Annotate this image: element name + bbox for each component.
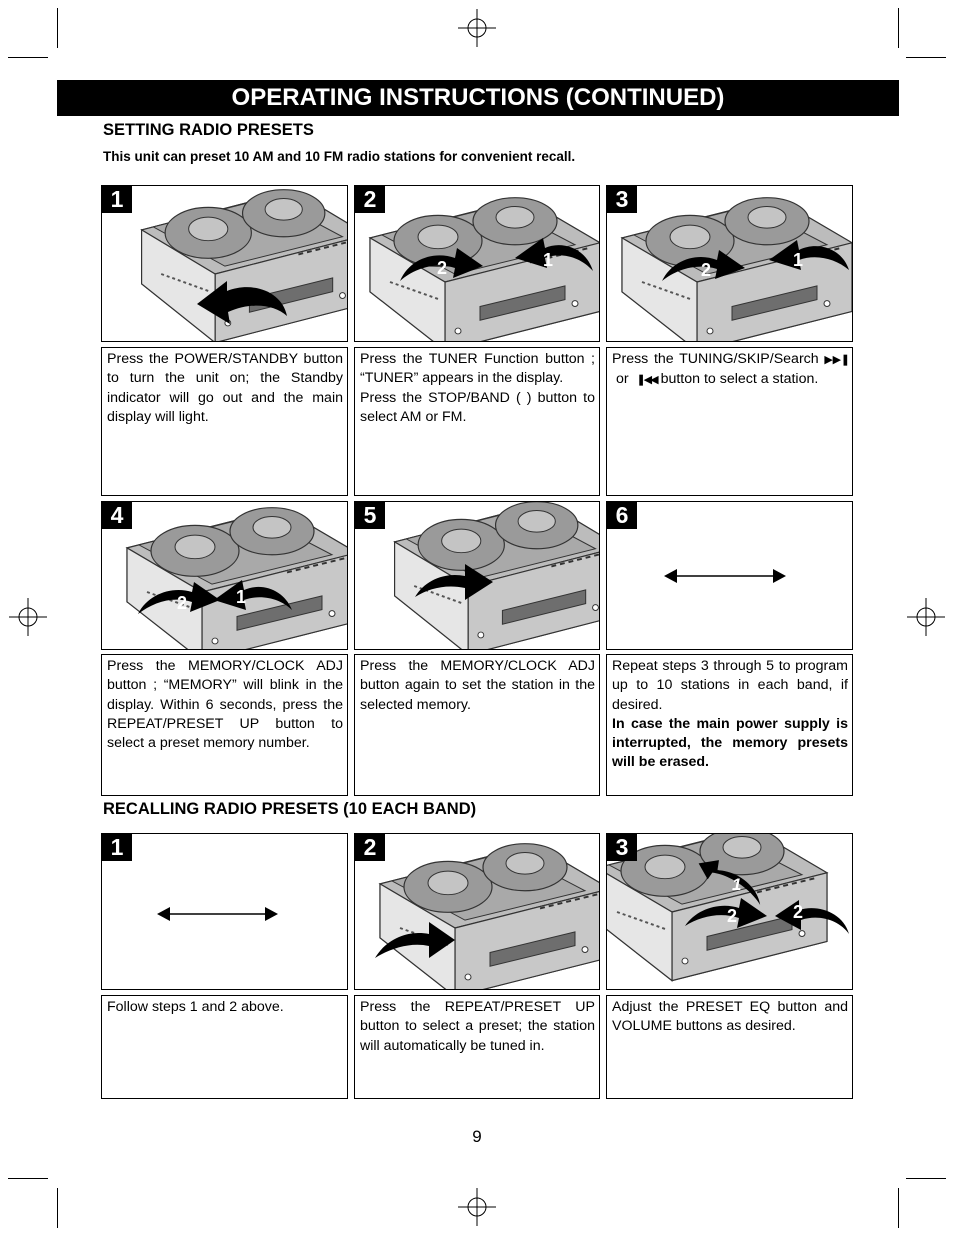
recalling-step-2-text: Press the REPEAT/PRESET UP button to select a preset; the station will automatically be tuned in. bbox=[354, 995, 600, 1099]
page-number: 9 bbox=[472, 1127, 482, 1146]
setting-step-4-text: Press the MEMORY/CLOCK ADJ button ; “MEMORY” will blink in the display. Within 6 seconds, press the REPEAT/PRESET UP button to select a preset memory number. bbox=[101, 654, 348, 796]
callout-2: 2 bbox=[793, 902, 804, 922]
step-number: 5 bbox=[355, 502, 385, 529]
page-title: OPERATING INSTRUCTIONS (CONTINUED) bbox=[57, 80, 899, 116]
step-number: 3 bbox=[607, 186, 637, 213]
setting-step-2-text: Press the TUNER Function button ; “TUNER” appears in the display. Press the STOP/BAND ( ) button to select AM or FM. bbox=[354, 347, 600, 496]
registration-mark-icon bbox=[458, 9, 496, 47]
radio-device-icon bbox=[355, 834, 600, 990]
callout-2: 2 bbox=[177, 593, 188, 613]
skip-forward-icon: ▶▶❚ bbox=[824, 354, 848, 366]
radio-device-icon bbox=[607, 186, 853, 342]
skip-back-icon: ❚◀◀ bbox=[636, 374, 657, 387]
recalling-presets-heading: RECALLING RADIO PRESETS (10 EACH BAND) bbox=[103, 800, 477, 818]
radio-device-icon bbox=[102, 186, 348, 342]
setting-step-3-illustration bbox=[606, 185, 853, 342]
crop-mark bbox=[906, 1178, 946, 1179]
double-arrow-icon bbox=[102, 834, 348, 990]
setting-step-5-text: Press the MEMORY/CLOCK ADJ button again to set the station in the selected memory. bbox=[354, 654, 600, 796]
crop-mark bbox=[57, 8, 58, 48]
memory-warning: In case the main power supply is interrupted, the memory presets will be erased. bbox=[612, 715, 848, 771]
step-number: 4 bbox=[102, 502, 132, 529]
setting-step-1-text: Press the POWER/STANDBY button to turn the unit on; the Standby indicator will go out and the main display will light. bbox=[101, 347, 348, 496]
recalling-step-2-illustration bbox=[354, 833, 600, 990]
callout-2: 2 bbox=[727, 906, 738, 926]
step-number: 2 bbox=[355, 186, 385, 213]
crop-mark bbox=[8, 1178, 48, 1179]
radio-device-icon bbox=[355, 186, 600, 342]
recalling-step-3-illustration bbox=[606, 833, 853, 990]
callout-1: 1 bbox=[732, 875, 742, 894]
callout-2: 2 bbox=[701, 260, 712, 280]
recalling-step-1-text: Follow steps 1 and 2 above. bbox=[101, 995, 348, 1099]
radio-device-icon bbox=[607, 834, 853, 990]
radio-device-icon bbox=[355, 502, 600, 650]
recalling-step-3-text: Adjust the PRESET EQ button and VOLUME buttons as desired. bbox=[606, 995, 853, 1099]
setting-step-1-illustration bbox=[101, 185, 348, 342]
callout-2: 2 bbox=[437, 258, 448, 278]
step-number: 3 bbox=[607, 834, 637, 861]
setting-step-3-text: Press the TUNING/SKIP/Search ▶▶❚ or ❚◀◀ button to select a station. bbox=[606, 347, 853, 496]
registration-mark-icon bbox=[9, 598, 47, 636]
recalling-step-1-illustration bbox=[101, 833, 348, 990]
step-number: 1 bbox=[102, 186, 132, 213]
callout-1: 1 bbox=[793, 250, 804, 270]
setting-step-5-illustration bbox=[354, 501, 600, 650]
registration-mark-icon bbox=[458, 1188, 496, 1226]
setting-step-2-illustration bbox=[354, 185, 600, 342]
setting-step-4-illustration bbox=[101, 501, 348, 650]
step-number: 2 bbox=[355, 834, 385, 861]
double-arrow-icon bbox=[607, 502, 853, 650]
crop-mark bbox=[906, 57, 946, 58]
setting-step-6-illustration bbox=[606, 501, 853, 650]
crop-mark bbox=[8, 57, 48, 58]
registration-mark-icon bbox=[907, 598, 945, 636]
crop-mark bbox=[898, 1188, 899, 1228]
setting-presets-heading: SETTING RADIO PRESETS bbox=[103, 121, 314, 139]
crop-mark bbox=[898, 8, 899, 48]
step-number: 1 bbox=[102, 834, 132, 861]
callout-1: 1 bbox=[543, 250, 554, 270]
step-number: 6 bbox=[607, 502, 637, 529]
callout-1: 1 bbox=[236, 587, 247, 607]
crop-mark bbox=[57, 1188, 58, 1228]
setting-presets-intro: This unit can preset 10 AM and 10 FM radio stations for convenient recall. bbox=[103, 149, 576, 164]
setting-step-6-text: Repeat steps 3 through 5 to program up to 10 stations in each band, if desired. In case the main power supply is interrupted, the memory presets will be erased. bbox=[606, 654, 853, 796]
radio-device-icon bbox=[102, 502, 348, 650]
